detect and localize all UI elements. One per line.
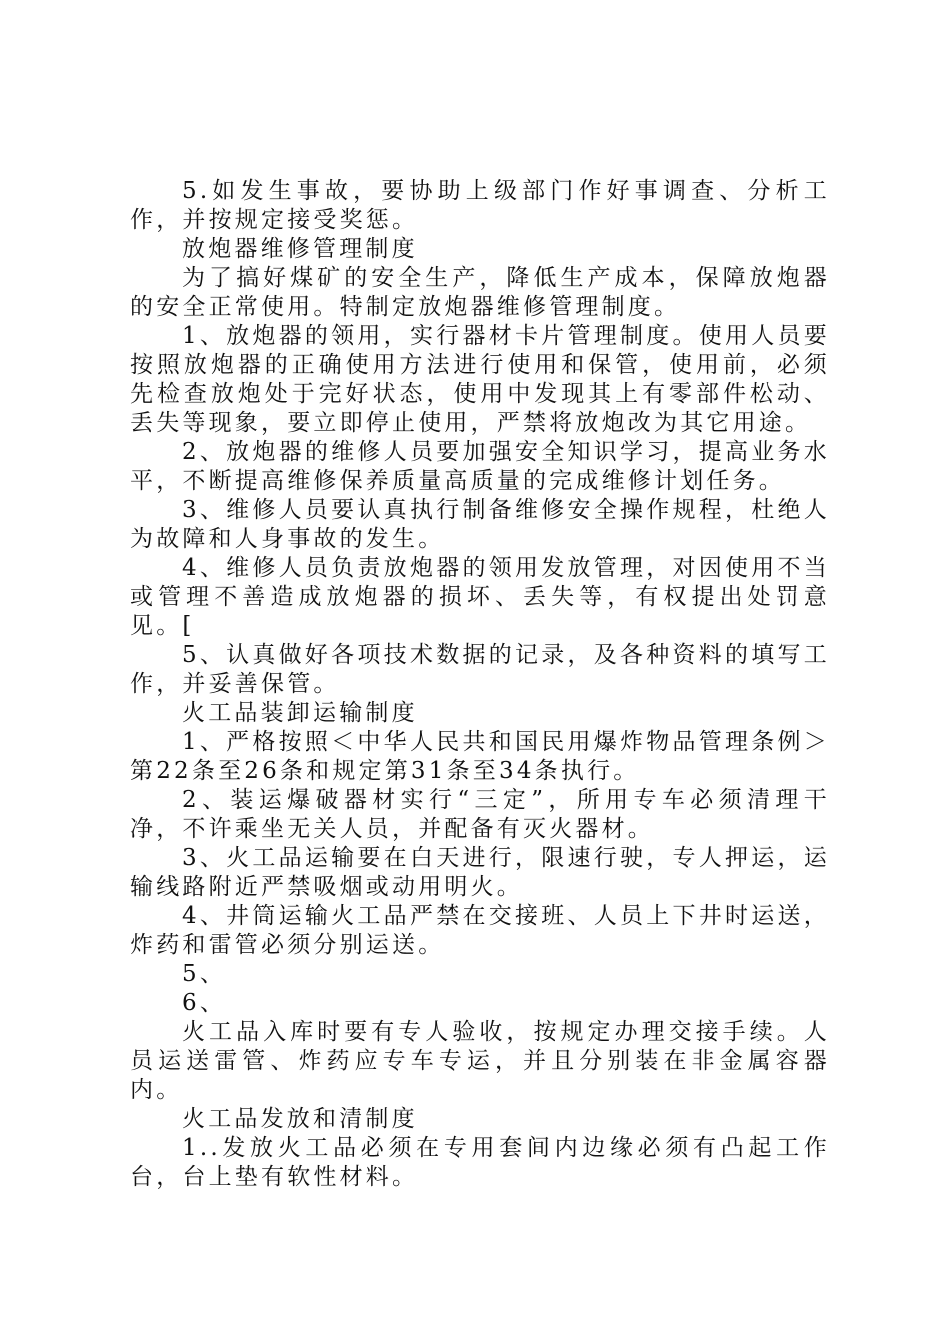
section-heading-transport: 火工品装卸运输制度 bbox=[182, 700, 418, 726]
paragraph-storage-receipt: 火工品入库时要有专人验收，按规定办理交接手续。人员运送雷管、炸药应专车专运，并且分别装在非金属容器内。 bbox=[130, 1019, 830, 1103]
paragraph-item-2: 2、放炮器的维修人员要加强安全知识学习，提高业务水平，不断提高维修保养质量高质量的完成维修计划任务。 bbox=[130, 439, 830, 494]
paragraph-distribution-1: 1..发放火工品必须在专用套间内边缘必须有凸起工作台，台上垫有软性材料。 bbox=[130, 1135, 830, 1190]
section-heading-distribution: 火工品发放和清制度 bbox=[182, 1106, 418, 1132]
paragraph-intro: 为了搞好煤矿的安全生产，降低生产成本，保障放炮器的安全正常使用。特制定放炮器维修管理制度。 bbox=[130, 265, 830, 320]
paragraph-transport-4: 4、井筒运输火工品严禁在交接班、人员上下井时运送，炸药和雷管必须分别运送。 bbox=[130, 903, 830, 958]
paragraph-transport-3: 3、火工品运输要在白天进行，限速行驶，专人押运，运输线路附近严禁吸烟或动用明火。 bbox=[130, 845, 830, 900]
paragraph-item-1: 1、放炮器的领用，实行器材卡片管理制度。使用人员要按照放炮器的正确使用方法进行使用和保管，使用前，必须先检查放炮处于完好状态，使用中发现其上有零部件松动、丢失等现象，要立即停止使用，严禁将放炮改为其它用途。 bbox=[130, 323, 830, 436]
paragraph-transport-6: 6、 bbox=[182, 990, 227, 1016]
paragraph-transport-1: 1、严格按照＜中华人民共和国民用爆炸物品管理条例＞第22条至26条和规定第31条至34条执行。 bbox=[130, 729, 830, 784]
paragraph-transport-5: 5、 bbox=[182, 961, 227, 987]
paragraph-item-4: 4、维修人员负责放炮器的领用发放管理，对因使用不当或管理不善造成放炮器的损坏、丢失等，有权提出处罚意见。[ bbox=[130, 555, 830, 639]
paragraph-transport-2: 2、装运爆破器材实行“三定”，所用专车必须清理干净，不许乘坐无关人员，并配备有灭火器材。 bbox=[130, 787, 830, 842]
paragraph-accident-report: 5.如发生事故，要协助上级部门作好事调查、分析工作，并按规定接受奖惩。 bbox=[130, 178, 830, 233]
section-heading-blaster-maintenance: 放炮器维修管理制度 bbox=[182, 236, 418, 262]
paragraph-item-3: 3、维修人员要认真执行制备维修安全操作规程，杜绝人为故障和人身事故的发生。 bbox=[130, 497, 830, 552]
paragraph-item-5: 5、认真做好各项技术数据的记录，及各种资料的填写工作，并妥善保管。 bbox=[130, 642, 830, 697]
document-body bbox=[130, 177, 830, 1192]
